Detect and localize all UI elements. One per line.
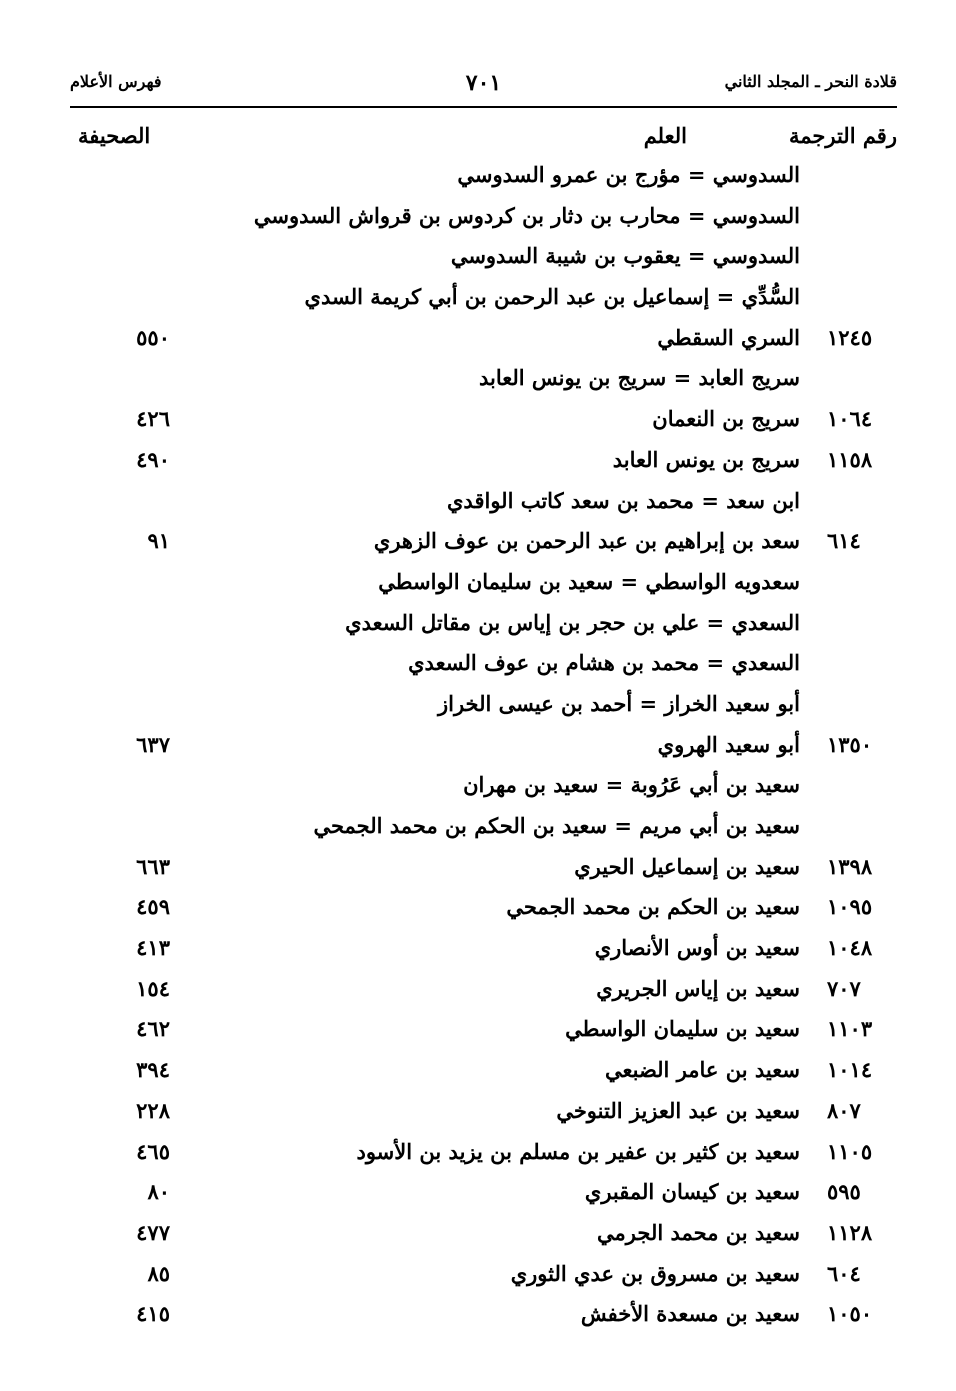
entry-number: ١٠٦٤ — [827, 406, 873, 432]
entry-name: سعيد بن أبي مريم = سعيد بن الحكم بن محمد الجمحي — [313, 813, 800, 838]
index-entry — [70, 1301, 897, 1342]
entry-name: السعدي = علي بن حجر بن إياس بن مقاتل السعدي — [345, 609, 800, 635]
entry-page: ٨٠ — [147, 1179, 170, 1205]
entry-name: ابن سعد = محمد بن سعد كاتب الواقدي — [446, 487, 800, 513]
entry-number: ١١٠٥ — [827, 1138, 873, 1164]
column-header-name: العلم — [643, 123, 687, 148]
entry-page: ٤٥٩ — [136, 894, 170, 920]
entry-number: ٥٩٥ — [827, 1179, 861, 1205]
entry-page: ٨٥ — [147, 1260, 170, 1286]
entry-name: السدوسي = يعقوب بن شيبة السدوسي — [450, 243, 800, 269]
entry-number: ١٠٤٨ — [827, 935, 873, 961]
entry-number: ٧٠٧ — [827, 975, 861, 1001]
entry-name: سعيد بن أوس الأنصاري — [594, 935, 800, 961]
column-headers — [70, 123, 897, 157]
entry-number: ١١٥٨ — [827, 446, 873, 472]
entry-name: أبو سعيد الهروي — [657, 731, 800, 757]
column-header-entry-number: رقم الترجمة — [788, 123, 897, 148]
entry-name: السُّدِّي = إسماعيل بن عبد الرحمن بن أبي كريمة السدي — [304, 284, 800, 310]
entry-number: ١٣٥٠ — [827, 731, 873, 757]
index-entry — [70, 1179, 897, 1220]
entry-name: سعيد بن مسعدة الأخفش — [580, 1301, 800, 1327]
index-entry — [70, 732, 897, 773]
entry-name: أبو سعيد الخراز = أحمد بن عيسى الخراز — [437, 690, 800, 716]
entry-number: ١١٢٨ — [827, 1219, 873, 1245]
index-entry — [70, 528, 897, 569]
index-entry — [70, 488, 897, 529]
entry-number: ٦٠٤ — [827, 1260, 861, 1286]
index-entry — [70, 325, 897, 366]
entry-page: ٤٢٦ — [136, 406, 170, 432]
index-entries — [70, 162, 897, 1342]
entry-number: ١٢٤٥ — [827, 324, 873, 350]
entry-page: ٤١٥ — [136, 1301, 170, 1327]
entry-number: ٨٠٧ — [827, 1097, 861, 1123]
index-entry — [70, 894, 897, 935]
page-number: ٧٠١ — [465, 70, 502, 96]
index-entry — [70, 691, 897, 732]
entry-page: ٣٩٤ — [136, 1057, 170, 1083]
index-entry — [70, 610, 897, 651]
entry-name: سعد بن إبراهيم بن عبد الرحمن بن عوف الزهري — [373, 528, 800, 554]
entry-name: سعيد بن كثير بن عفير بن مسلم بن يزيد بن الأسود — [356, 1138, 800, 1164]
index-entry — [70, 365, 897, 406]
running-header — [70, 70, 897, 100]
index-entry — [70, 1261, 897, 1302]
entry-name: سعيد بن سليمان الواسطي — [565, 1016, 800, 1042]
index-entry — [70, 813, 897, 854]
entry-page: ٤٩٠ — [136, 446, 170, 472]
index-entry — [70, 650, 897, 691]
entry-number: ١٣٩٨ — [827, 853, 873, 879]
entry-name: سريج العابد = سريج بن يونس العابد — [478, 365, 800, 391]
entry-name: سعيد بن أبي عَرُوبة = سعيد بن مهران — [463, 772, 800, 798]
entry-name: سريج بن يونس العابد — [612, 446, 800, 472]
index-entry — [70, 447, 897, 488]
entry-number: ١٠١٤ — [827, 1057, 873, 1083]
entry-number: ١١٠٣ — [827, 1016, 873, 1042]
entry-name: سعيد بن مسروق بن عدي الثوري — [510, 1260, 800, 1286]
entry-name: سريج بن النعمان — [652, 406, 800, 432]
entry-page: ٤٦٢ — [136, 1016, 170, 1042]
index-entry — [70, 1220, 897, 1261]
entry-number: ١٠٥٠ — [827, 1301, 873, 1327]
index-entry — [70, 284, 897, 325]
entry-name: سعيد بن عامر الضبعي — [604, 1057, 800, 1083]
entry-name: السري السقطي — [657, 324, 800, 350]
index-entry — [70, 569, 897, 610]
header-rule — [70, 106, 897, 108]
section-title: فهرس الأعلام — [70, 72, 162, 91]
index-entry — [70, 1139, 897, 1180]
entry-page: ٥٥٠ — [136, 324, 170, 350]
index-entry — [70, 935, 897, 976]
entry-page: ٤٦٥ — [136, 1138, 170, 1164]
entry-page: ٤١٣ — [136, 935, 170, 961]
column-header-page: الصحيفة — [78, 123, 151, 148]
entry-page: ٦٣٧ — [136, 731, 170, 757]
entry-name: سعيد بن إسماعيل الحيري — [574, 853, 800, 879]
entry-name: سعدويه الواسطي = سعيد بن سليمان الواسطي — [378, 568, 800, 594]
index-entry — [70, 406, 897, 447]
entry-name: سعيد بن كيسان المقبري — [584, 1179, 800, 1205]
index-entry — [70, 203, 897, 244]
index-entry — [70, 1098, 897, 1139]
entry-name: السدوسي = مؤرج بن عمرو السدوسي — [457, 162, 800, 187]
entry-name: سعيد بن الحكم بن محمد الجمحي — [506, 894, 800, 920]
index-entry — [70, 162, 897, 203]
entry-page: ٤٧٧ — [136, 1219, 170, 1245]
entry-name: سعيد بن إياس الجريري — [596, 975, 800, 1001]
entry-page: ١٥٤ — [136, 975, 170, 1001]
entry-page: ٩١ — [147, 528, 170, 554]
entry-page: ٢٢٨ — [136, 1097, 170, 1123]
book-title: قلادة النحر ـ المجلد الثاني — [724, 72, 897, 91]
entry-number: ١٠٩٥ — [827, 894, 873, 920]
entry-name: السدوسي = محارب بن دثار بن كردوس بن قرواش السدوسي — [253, 202, 800, 228]
entry-name: سعيد بن محمد الجرمي — [597, 1219, 800, 1245]
index-entry — [70, 1057, 897, 1098]
entry-number: ٦١٤ — [827, 528, 861, 554]
index-entry — [70, 1016, 897, 1057]
entry-page: ٦٦٣ — [136, 853, 170, 879]
index-entry — [70, 854, 897, 895]
index-entry — [70, 976, 897, 1017]
entry-name: السعدي = محمد بن هشام بن عوف السعدي — [408, 650, 800, 676]
index-entry — [70, 243, 897, 284]
entry-name: سعيد بن عبد العزيز التنوخي — [556, 1097, 800, 1123]
index-entry — [70, 772, 897, 813]
